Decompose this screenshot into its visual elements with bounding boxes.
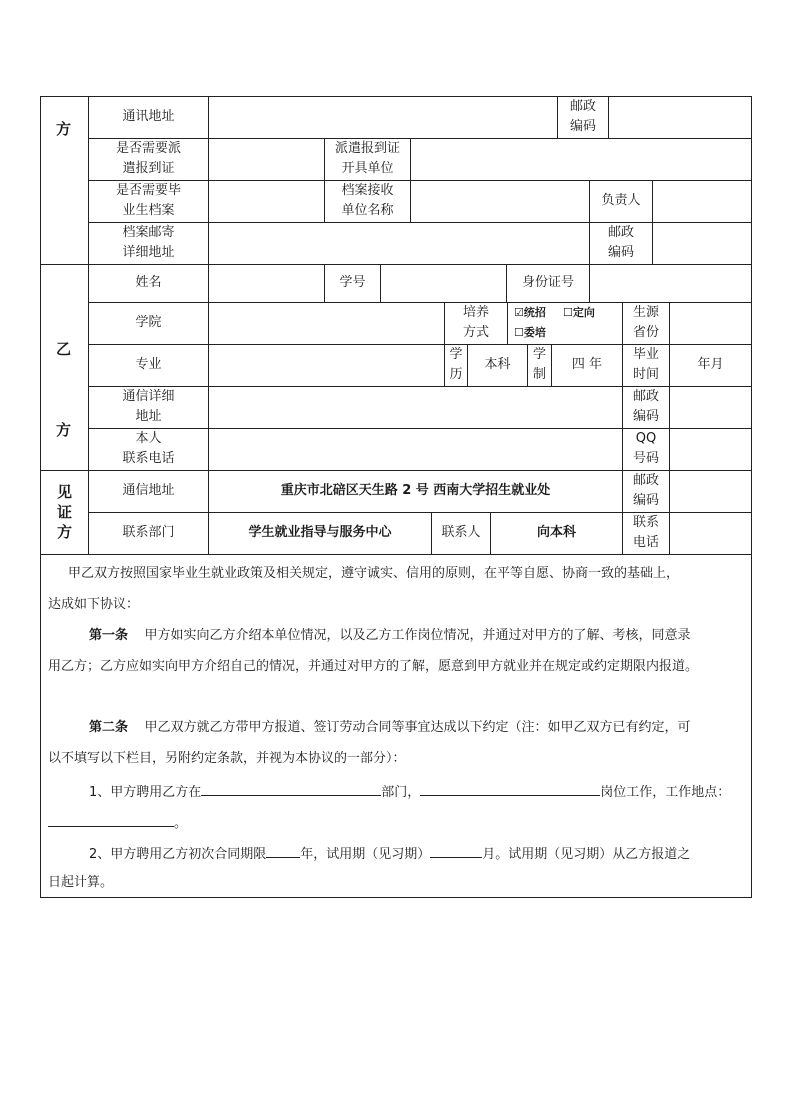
archive-unit-label: 档案接收 单位名称 [341,183,394,218]
duration-value: 四 年 [571,357,603,372]
article-1-line-2: 用乙方；乙方应如实向甲方介绍自己的情况，并通过对甲方的了解，愿意到甲方就业并在规定或约定期限内报道。 [48,659,699,674]
cell-line [589,264,590,302]
option-dingxiang[interactable] [563,306,595,320]
cell-line [608,96,609,138]
contract-years-blank[interactable] [266,844,300,858]
option-weipei-label: 委培 [523,326,546,339]
item-2-text-c: 月。试用期（见习期）从乙方报道之 [482,847,691,862]
name-label: 姓名 [135,275,162,290]
unchecked-box-icon: ☐ [514,326,524,339]
department-blank[interactable] [201,782,381,796]
article-1-title: 第一条 [89,628,129,643]
cell-line [652,222,653,264]
responsible-label: 负责人 [601,193,641,208]
table-right-border [751,96,752,898]
intro-line-2: 达成如下协议： [48,597,140,612]
archive-address-label: 档案邮寄 详细地址 [122,225,175,260]
table-bottom-border [40,897,752,898]
party-b-side-label-top: 乙 [56,340,72,358]
item-1-line-2 [48,813,187,832]
article-2-title: 第二条 [89,720,129,735]
source-province-label: 生源 省份 [632,305,659,340]
table-top-border [40,96,752,97]
article-2-line-2: 以不填写以下栏目，另附约定条款，并视为本协议的一部分）： [48,751,406,766]
option-tongzhao[interactable] [514,306,546,320]
grad-time-value: 年月 [697,357,724,372]
item-1-text-c: 岗位工作，工作地点： [600,785,731,800]
section-line-agreement [40,554,752,555]
article-2-line-1 [89,720,691,736]
unchecked-box-icon: ☐ [563,306,573,319]
party-b-postcode-label: 邮政 编码 [632,389,659,424]
option-tongzhao-label: 统招 [523,306,546,319]
option-weipei[interactable] [514,326,546,340]
phone-label: 本人 联系电话 [122,431,175,466]
cell-line [652,180,653,222]
witness-dept-value: 学生就业指导与服务中心 [248,525,392,540]
witness-phone-label: 联系 电话 [632,515,659,550]
party-b-side-label-bottom: 方 [56,421,72,439]
cell-line [410,138,411,222]
item-2-text-b: 年，试用期（见习期） [300,847,431,862]
witness-address-label: 通信地址 [122,483,175,498]
grad-time-label: 毕业 时间 [632,347,659,382]
id-label: 身份证号 [521,275,574,290]
training-label: 培养 方式 [462,305,489,340]
checked-box-icon: ☑ [514,306,524,319]
cell-line [380,264,381,302]
archive-postcode-label: 邮政 编码 [607,225,634,260]
cell-line [507,302,508,344]
degree-value: 本科 [484,357,511,372]
degree-label: 学 历 [449,347,463,382]
party-a-postcode-label: 邮政 编码 [569,99,596,134]
major-label: 专业 [135,357,162,372]
qq-label: QQ 号码 [632,431,659,466]
article-1-text: 甲方如实向乙方介绍本单位情况，以及乙方工作岗位情况，并通过对甲方的了解、考核，同意录 [144,628,691,643]
item-1-line [89,782,730,801]
location-blank[interactable] [48,813,174,827]
option-dingxiang-label: 定向 [572,306,595,319]
witness-address-value: 重庆市北碚区天生路 2 号 西南大学招生就业处 [280,483,551,498]
party-a-address-label: 通讯地址 [122,109,175,124]
witness-side-label: 见 证 方 [56,483,72,541]
item-2-line-2: 日起计算。 [48,875,114,890]
article-1-line-1 [89,628,691,644]
intro-line-1: 甲乙双方按照国家毕业生就业政策及相关规定，遵守诚实、信用的原则，在平等自愿、协商一致的基础上， [68,566,680,581]
item-1-text-b: 部门， [381,785,421,800]
probation-months-blank[interactable] [430,844,482,858]
witness-dept-label: 联系部门 [122,525,175,540]
article-2-text: 甲乙双方就乙方带甲方报道、签订劳动合同等事宜达成以下约定（注：如甲乙双方已有约定，可 [144,720,691,735]
dispatch-unit-label: 派遣报到证 开具单位 [334,141,400,176]
item-1-text-a: 1、甲方聘用乙方在 [89,785,202,800]
item-1-end: 。 [174,816,188,831]
position-blank[interactable] [420,782,600,796]
witness-contact-label: 联系人 [441,525,481,540]
item-2-line [89,844,690,863]
duration-label: 学 制 [532,347,546,382]
section-line-party-b [40,264,752,265]
witness-postcode-label: 邮政 编码 [632,473,659,508]
college-label: 学院 [135,315,162,330]
cell-line [669,302,670,554]
dispatch-cert-label: 是否需要派 遣报到证 [115,141,181,176]
witness-contact-value: 向本科 [536,525,576,540]
student-no-label: 学号 [339,275,366,290]
item-2-text-a: 2、甲方聘用乙方初次合同期限 [89,847,267,862]
party-b-address-label: 通信详细 地址 [122,389,175,424]
archive-needed-label: 是否需要毕 业生档案 [115,183,181,218]
party-a-side-label: 方 [56,120,72,138]
